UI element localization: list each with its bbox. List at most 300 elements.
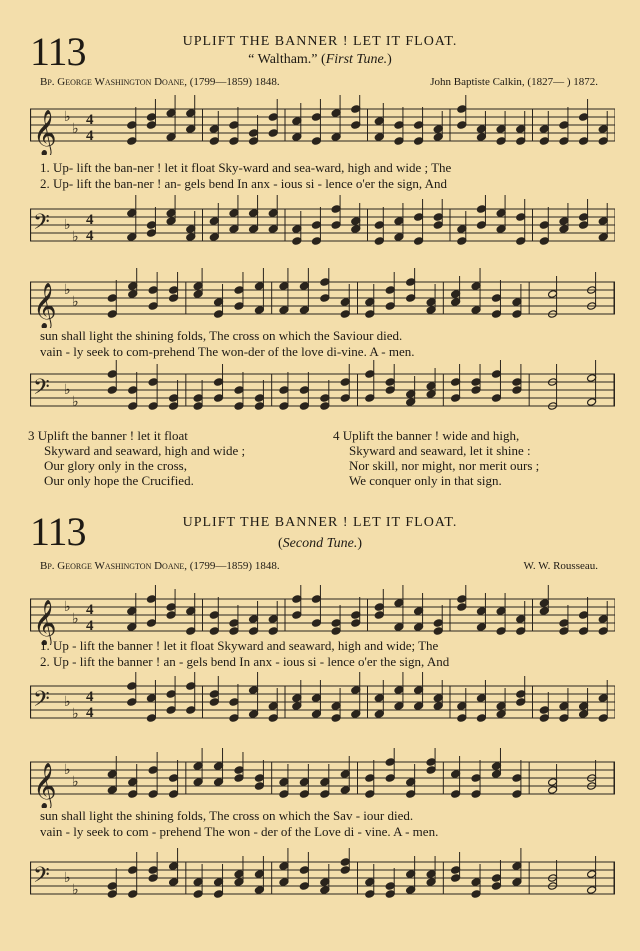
note-head [559,702,569,711]
note-head [365,790,375,799]
note-head [496,627,506,636]
note-head [512,310,522,319]
note-head [107,770,117,779]
note-head [292,133,302,142]
note-head [311,710,321,719]
treble-clef: 𝄞 [33,763,57,808]
note-head [148,302,158,311]
note-head [127,623,137,632]
note-head [516,137,526,146]
note-head [234,878,244,887]
note-head [193,890,203,899]
lyric-line-5: 1. Up - lift the banner ! let it float Skyward and seaward, high and wide; The [40,638,439,653]
note-head [394,686,404,695]
note-head [394,623,404,632]
note-head [457,121,467,130]
time-signature: 4 [86,618,94,635]
note-head [587,870,597,879]
note-head [268,627,278,636]
stanza-3-line: Our glory only in the cross, [44,458,187,473]
note-head [320,294,330,303]
note-head [292,611,302,620]
note-head [426,306,436,315]
note-head [471,386,481,395]
note-head [579,627,589,636]
note-head [331,714,341,723]
note-head [249,129,259,138]
flat-sign: ♭ [72,883,79,898]
note-head [414,137,424,146]
note-head [193,402,203,411]
note-head [193,762,203,771]
note-head [340,866,350,875]
note-head [496,137,506,146]
note-head [148,790,158,799]
note-head [559,225,569,234]
treble-staff-3 [30,585,615,645]
note-head [186,682,196,691]
note-head [548,778,558,787]
note-head [512,378,522,387]
note-head [254,394,264,403]
note-head [579,137,589,146]
note-head [299,790,309,799]
note-head [476,221,486,230]
stanza-3-line: Skyward and seaward, high and wide ; [44,443,246,458]
note-head [457,105,467,114]
note-head [186,225,196,234]
note-head [127,209,137,218]
note-head [128,282,138,291]
note-head [128,778,138,787]
note-head [539,137,549,146]
note-head [496,607,506,616]
note-head [471,774,481,783]
note-head [331,221,341,230]
note-head [451,298,461,307]
note-head [414,686,424,695]
flat-sign: ♭ [64,695,71,710]
note-head [496,209,506,218]
note-head [512,862,522,871]
composer-credit-2: W. W. Rousseau. [523,560,598,572]
note-head [254,782,264,791]
tune-name: “ Waltham.” (First Tune.) [248,52,392,67]
treble-staff-4 [30,748,615,808]
note-head [229,225,239,234]
lyric-line-7: sun shall light the shining folds, The cross on which the Sav - iour died. [40,808,414,823]
hymn-title-2: UPLIFT THE BANNER ! LET IT FLOAT. [182,515,458,530]
note-head [166,109,176,118]
note-head [516,237,526,246]
note-head [229,209,239,218]
lyric-line-6: 2. Up - lift the banner ! an - gels bend In anx - ious si - lence o'er the sign, And [40,654,450,669]
note-head [234,286,244,295]
note-head [406,294,416,303]
note-head [491,882,501,891]
note-head [193,394,203,403]
note-head [148,766,158,775]
note-head [186,607,196,616]
author-credit [40,76,280,88]
note-head [433,694,443,703]
note-head [169,862,179,871]
note-head [249,627,259,636]
note-head [186,627,196,636]
note-head [209,690,219,699]
note-head [254,402,264,411]
stanza-3 [28,428,245,488]
note-head [394,702,404,711]
note-head [214,394,224,403]
composer-credit: John Baptiste Calkin, (1827— ) 1872. [430,76,598,88]
flat-sign: ♭ [72,122,79,137]
note-head [209,233,219,242]
note-head [559,121,569,130]
flat-sign: ♭ [64,871,71,886]
note-head [279,878,289,887]
note-head [209,137,219,146]
note-head [539,237,549,246]
note-head [214,762,224,771]
note-head [299,778,309,787]
stanza-4-line: Nor skill, nor might, nor merit ours ; [349,458,540,473]
note-head [254,306,264,315]
note-head [254,282,264,291]
flat-sign: ♭ [72,230,79,245]
note-head [471,282,481,291]
note-head [340,394,350,403]
hymn-number-2: 113 [30,509,86,554]
lyric-line-4: vain - ly seek to com-prehend The won-der of the love di-vine. A - men. [40,344,415,359]
note-head [209,125,219,134]
note-head [214,378,224,387]
note-head [351,619,361,628]
bass-staff-2 [30,360,615,420]
note-head [268,702,278,711]
note-head [166,603,176,612]
bass-clef: 𝄢 [33,687,50,717]
note-head [374,117,384,126]
note-head [539,607,549,616]
author-dates-2: (1799—1859) 1848. [189,560,280,572]
note-head [471,306,481,315]
note-head [385,386,395,395]
note-head [539,125,549,134]
note-head [193,878,203,887]
note-head [457,237,467,246]
note-head [559,714,569,723]
note-head [229,714,239,723]
note-head [457,702,467,711]
flat-sign: ♭ [72,295,79,310]
note-head [193,282,203,291]
note-head [451,874,461,883]
note-head [107,294,117,303]
note-head [254,870,264,879]
treble-clef: 𝄞 [33,600,57,645]
stanza-4-line: 4 Uplift the banner ! wide and high, [333,428,520,443]
note-head [320,878,330,887]
note-head [128,290,138,299]
note-head [365,394,375,403]
note-head [598,714,608,723]
note-head [406,398,416,407]
flat-sign: ♭ [64,600,71,615]
note-head [426,870,436,879]
note-head [476,623,486,632]
author-name: Bp. George Washington Doane, [40,76,188,88]
note-head [406,278,416,287]
note-head [579,611,589,620]
note-head [394,217,404,226]
note-head [279,282,289,291]
note-head [426,298,436,307]
note-head [128,890,138,899]
author-dates: (1799—1859) 1848. [189,76,280,88]
note-head [249,225,259,234]
note-head [311,694,321,703]
stanza-4-line: We conquer only in that sign. [349,473,502,488]
bass-staff-3 [30,672,615,732]
note-head [340,786,350,795]
note-head [374,694,384,703]
note-head [587,886,597,895]
note-head [299,306,309,315]
flat-sign: ♭ [64,383,71,398]
note-head [148,286,158,295]
note-head [146,113,156,122]
note-head [426,758,436,767]
note-head [311,137,321,146]
flat-sign: ♭ [64,110,71,125]
note-head [374,611,384,620]
note-head [414,607,424,616]
note-head [186,233,196,242]
note-head [146,229,156,238]
lyric-line-2: 2. Up- lift the ban-ner ! an- gels bend In anx - ious si - lence o'er the sign, And [40,176,448,191]
note-head [374,221,384,230]
note-head [107,890,117,899]
note-head [385,758,395,767]
note-head [311,595,321,604]
note-head [127,682,137,691]
note-head [512,774,522,783]
note-head [320,402,330,411]
note-head [234,766,244,775]
note-head [414,623,424,632]
note-head [496,702,506,711]
note-head [559,627,569,636]
note-head [107,310,117,319]
note-head [268,129,278,138]
note-head [579,113,589,122]
note-head [365,310,375,319]
note-head [146,714,156,723]
note-head [320,886,330,895]
note-head [254,774,264,783]
note-head [496,125,506,134]
note-head [299,402,309,411]
note-head [229,619,239,628]
note-head [229,698,239,707]
note-head [279,778,289,787]
note-head [331,702,341,711]
note-head [292,225,302,234]
note-head [365,890,375,899]
note-head [169,286,179,295]
time-signature: 4 [86,705,94,722]
note-head [193,290,203,299]
note-head [331,133,341,142]
note-head [299,866,309,875]
note-head [579,702,589,711]
note-head [365,878,375,887]
note-head [451,378,461,387]
note-head [340,378,350,387]
note-head [471,878,481,887]
note-head [451,770,461,779]
bass-staff-1 [30,195,615,255]
note-head [559,619,569,628]
note-head [311,113,321,122]
note-head [254,886,264,895]
note-head [476,607,486,616]
note-head [426,382,436,391]
note-head [127,137,137,146]
bass-staff-4 [30,848,615,908]
note-head [234,402,244,411]
note-head [476,125,486,134]
note-head [406,790,416,799]
note-head [433,213,443,222]
note-head [385,302,395,311]
flat-sign: ♭ [64,218,71,233]
note-head [320,394,330,403]
note-head [351,611,361,620]
note-head [351,105,361,114]
note-head [234,870,244,879]
stanza-3-line: 3 Uplift the banner ! let it float [28,428,188,443]
time-signature: 4 [86,228,94,245]
note-head [512,878,522,887]
note-head [471,378,481,387]
note-head [320,278,330,287]
tune-label-text: Second Tune. [282,536,358,551]
note-head [209,217,219,226]
note-head [385,378,395,387]
note-head [587,398,597,407]
note-head [214,310,224,319]
note-head [169,790,179,799]
note-head [451,866,461,875]
note-head [229,121,239,130]
note-head [209,698,219,707]
note-head [516,615,526,624]
flat-sign: ♭ [72,775,79,790]
note-head [516,213,526,222]
note-head [279,386,289,395]
note-head [268,225,278,234]
note-head [340,310,350,319]
note-head [127,233,137,242]
lyric-line-8: vain - ly seek to com - prehend The won - der of the Love di - vine. A - men. [40,824,439,839]
note-head [148,866,158,875]
note-head [406,390,416,399]
lyric-line-1: 1. Up- lift the ban-ner ! let it float Sky-ward and sea-ward, high and wide ; The [40,160,452,175]
note-head [598,694,608,703]
note-head [559,217,569,226]
note-head [169,878,179,887]
note-head [169,402,179,411]
note-head [229,627,239,636]
note-head [351,225,361,234]
note-head [214,878,224,887]
note-head [365,298,375,307]
author-name-2: Bp. George Washington Doane, [40,560,188,572]
hymn-title: UPLIFT THE BANNER ! LET IT FLOAT. [182,34,458,49]
note-head [268,113,278,122]
note-head [268,615,278,624]
note-head [539,706,549,715]
note-head [579,221,589,230]
note-head [169,774,179,783]
note-head [193,778,203,787]
note-head [340,770,350,779]
note-head [107,786,117,795]
note-head [433,133,443,142]
note-head [414,237,424,246]
note-head [406,870,416,879]
note-head [279,790,289,799]
note-head [433,125,443,134]
note-head [457,225,467,234]
note-head [491,370,501,379]
note-head [539,599,549,608]
note-head [186,125,196,134]
treble-clef: 𝄞 [33,283,57,328]
note-head [186,706,196,715]
note-head [476,714,486,723]
author-credit-2 [40,560,280,572]
bass-clef: 𝄢 [33,210,50,240]
time-signature: 4 [86,128,94,145]
note-head [234,774,244,783]
note-head [249,686,259,695]
note-head [433,627,443,636]
note-head [292,117,302,126]
note-head [128,402,138,411]
note-head [374,133,384,142]
note-head [426,766,436,775]
note-head [426,390,436,399]
note-head [166,706,176,715]
note-head [374,603,384,612]
note-head [299,882,309,891]
note-head [548,290,558,299]
note-head [234,302,244,311]
note-head [146,221,156,230]
note-head [512,298,522,307]
treble-staff-2 [30,268,615,328]
note-head [394,121,404,130]
note-head [268,209,278,218]
note-head [433,221,443,230]
note-head [451,290,461,299]
note-head [331,205,341,214]
note-head [394,233,404,242]
note-head [166,209,176,218]
